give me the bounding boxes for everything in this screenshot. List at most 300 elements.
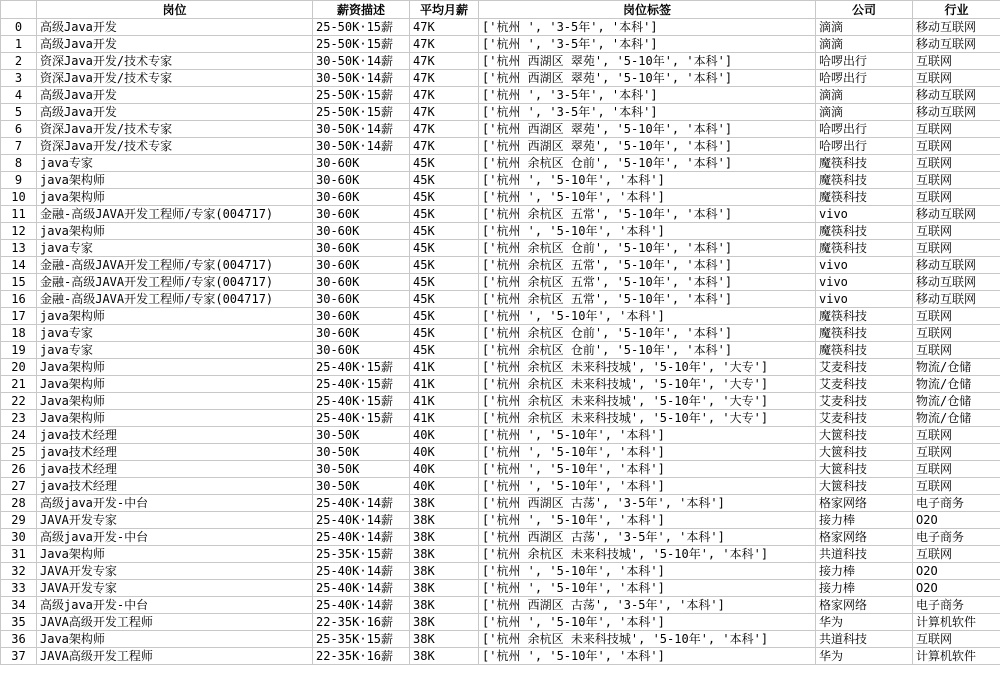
- tags-cell[interactable]: ['杭州 ', '5-10年', '本科']: [479, 189, 816, 206]
- row-index-cell[interactable]: 16: [1, 291, 37, 308]
- industry-cell[interactable]: 移动互联网: [913, 274, 1000, 291]
- row-index-cell[interactable]: 31: [1, 546, 37, 563]
- position-cell[interactable]: 资深Java开发/技术专家: [37, 70, 313, 87]
- salary-desc-cell[interactable]: 25-40K·15薪: [313, 376, 410, 393]
- avg-salary-cell[interactable]: 40K: [410, 427, 479, 444]
- position-cell[interactable]: 高级Java开发: [37, 87, 313, 104]
- salary-desc-cell[interactable]: 30-60K: [313, 206, 410, 223]
- industry-cell[interactable]: 互联网: [913, 121, 1000, 138]
- avg-salary-cell[interactable]: 40K: [410, 478, 479, 495]
- salary-desc-cell[interactable]: 25-50K·15薪: [313, 36, 410, 53]
- table-row[interactable]: [1, 563, 1000, 580]
- row-index-cell[interactable]: 14: [1, 257, 37, 274]
- tags-cell[interactable]: ['杭州 余杭区 未来科技城', '5-10年', '大专']: [479, 410, 816, 427]
- avg-salary-cell[interactable]: 45K: [410, 308, 479, 325]
- row-index-cell[interactable]: 27: [1, 478, 37, 495]
- industry-cell[interactable]: 移动互联网: [913, 257, 1000, 274]
- company-cell[interactable]: vivo: [816, 291, 913, 308]
- company-cell[interactable]: 华为: [816, 648, 913, 665]
- table-row[interactable]: [1, 172, 1000, 189]
- salary-desc-cell[interactable]: 30-50K·14薪: [313, 138, 410, 155]
- company-cell[interactable]: 接力棒: [816, 563, 913, 580]
- industry-cell[interactable]: 互联网: [913, 342, 1000, 359]
- company-cell[interactable]: 魔筷科技: [816, 325, 913, 342]
- row-index-cell[interactable]: 6: [1, 121, 37, 138]
- row-index-cell[interactable]: 37: [1, 648, 37, 665]
- row-index-cell[interactable]: 13: [1, 240, 37, 257]
- industry-cell[interactable]: 移动互联网: [913, 19, 1000, 36]
- salary-desc-cell[interactable]: 30-60K: [313, 257, 410, 274]
- position-cell[interactable]: Java架构师: [37, 376, 313, 393]
- row-index-cell[interactable]: 15: [1, 274, 37, 291]
- avg-salary-cell[interactable]: 45K: [410, 155, 479, 172]
- row-index-cell[interactable]: 2: [1, 53, 37, 70]
- salary-desc-cell[interactable]: 22-35K·16薪: [313, 648, 410, 665]
- salary-desc-cell[interactable]: 30-50K: [313, 478, 410, 495]
- company-cell[interactable]: 接力棒: [816, 580, 913, 597]
- company-cell[interactable]: vivo: [816, 274, 913, 291]
- industry-cell[interactable]: 物流/仓储: [913, 359, 1000, 376]
- salary-desc-cell[interactable]: 30-50K: [313, 461, 410, 478]
- table-row[interactable]: [1, 19, 1000, 36]
- avg-salary-cell[interactable]: 45K: [410, 172, 479, 189]
- industry-cell[interactable]: 移动互联网: [913, 291, 1000, 308]
- salary-desc-cell[interactable]: 25-40K·14薪: [313, 512, 410, 529]
- industry-cell[interactable]: 互联网: [913, 444, 1000, 461]
- company-cell[interactable]: 滴滴: [816, 36, 913, 53]
- salary-desc-cell[interactable]: 30-60K: [313, 342, 410, 359]
- position-cell[interactable]: java架构师: [37, 172, 313, 189]
- industry-cell[interactable]: 互联网: [913, 325, 1000, 342]
- company-cell[interactable]: 共道科技: [816, 546, 913, 563]
- row-index-cell[interactable]: 11: [1, 206, 37, 223]
- industry-cell[interactable]: 互联网: [913, 461, 1000, 478]
- company-cell[interactable]: 艾麦科技: [816, 393, 913, 410]
- position-cell[interactable]: java技术经理: [37, 427, 313, 444]
- table-row[interactable]: [1, 648, 1000, 665]
- position-cell[interactable]: 金融-高级JAVA开发工程师/专家(004717): [37, 274, 313, 291]
- position-cell[interactable]: Java架构师: [37, 631, 313, 648]
- industry-cell[interactable]: 互联网: [913, 223, 1000, 240]
- position-cell[interactable]: 高级Java开发: [37, 19, 313, 36]
- table-row[interactable]: [1, 393, 1000, 410]
- position-cell[interactable]: java架构师: [37, 308, 313, 325]
- avg-salary-cell[interactable]: 38K: [410, 546, 479, 563]
- company-cell[interactable]: 哈啰出行: [816, 53, 913, 70]
- company-cell[interactable]: 格家网络: [816, 529, 913, 546]
- tags-cell[interactable]: ['杭州 余杭区 未来科技城', '5-10年', '大专']: [479, 393, 816, 410]
- position-cell[interactable]: 资深Java开发/技术专家: [37, 53, 313, 70]
- row-index-cell[interactable]: 29: [1, 512, 37, 529]
- table-row[interactable]: [1, 308, 1000, 325]
- row-index-cell[interactable]: 1: [1, 36, 37, 53]
- avg-salary-cell[interactable]: 38K: [410, 495, 479, 512]
- salary-desc-cell[interactable]: 30-60K: [313, 325, 410, 342]
- position-cell[interactable]: 资深Java开发/技术专家: [37, 121, 313, 138]
- avg-salary-cell[interactable]: 45K: [410, 223, 479, 240]
- avg-salary-cell[interactable]: 47K: [410, 53, 479, 70]
- position-cell[interactable]: 金融-高级JAVA开发工程师/专家(004717): [37, 257, 313, 274]
- avg-salary-cell[interactable]: 41K: [410, 376, 479, 393]
- company-cell[interactable]: 大篋科技: [816, 444, 913, 461]
- table-row[interactable]: [1, 631, 1000, 648]
- position-cell[interactable]: java专家: [37, 325, 313, 342]
- company-cell[interactable]: 格家网络: [816, 597, 913, 614]
- row-index-cell[interactable]: 26: [1, 461, 37, 478]
- tags-cell[interactable]: ['杭州 余杭区 仓前', '5-10年', '本科']: [479, 240, 816, 257]
- tags-cell[interactable]: ['杭州 ', '5-10年', '本科']: [479, 223, 816, 240]
- tags-cell[interactable]: ['杭州 ', '3-5年', '本科']: [479, 104, 816, 121]
- position-cell[interactable]: java架构师: [37, 189, 313, 206]
- industry-cell[interactable]: 互联网: [913, 427, 1000, 444]
- company-cell[interactable]: 大篋科技: [816, 427, 913, 444]
- industry-cell[interactable]: 互联网: [913, 631, 1000, 648]
- company-cell[interactable]: 艾麦科技: [816, 376, 913, 393]
- tags-cell[interactable]: ['杭州 余杭区 未来科技城', '5-10年', '本科']: [479, 631, 816, 648]
- avg-salary-cell[interactable]: 47K: [410, 138, 479, 155]
- position-cell[interactable]: java专家: [37, 155, 313, 172]
- tags-cell[interactable]: ['杭州 余杭区 五常', '5-10年', '本科']: [479, 257, 816, 274]
- row-index-cell[interactable]: 24: [1, 427, 37, 444]
- tags-cell[interactable]: ['杭州 西湖区 翠苑', '5-10年', '本科']: [479, 121, 816, 138]
- salary-desc-cell[interactable]: 30-50K·14薪: [313, 121, 410, 138]
- row-index-cell[interactable]: 33: [1, 580, 37, 597]
- tags-cell[interactable]: ['杭州 ', '5-10年', '本科']: [479, 648, 816, 665]
- position-cell[interactable]: 高级java开发-中台: [37, 495, 313, 512]
- table-row[interactable]: [1, 87, 1000, 104]
- table-row[interactable]: [1, 580, 1000, 597]
- industry-cell[interactable]: 互联网: [913, 70, 1000, 87]
- position-cell[interactable]: java架构师: [37, 223, 313, 240]
- salary-desc-cell[interactable]: 22-35K·16薪: [313, 614, 410, 631]
- industry-cell[interactable]: 互联网: [913, 189, 1000, 206]
- salary-desc-cell[interactable]: 25-40K·14薪: [313, 597, 410, 614]
- row-index-cell[interactable]: 32: [1, 563, 37, 580]
- company-cell[interactable]: 接力棒: [816, 512, 913, 529]
- industry-cell[interactable]: 计算机软件: [913, 648, 1000, 665]
- tags-cell[interactable]: ['杭州 西湖区 翠苑', '5-10年', '本科']: [479, 53, 816, 70]
- salary-desc-cell[interactable]: 25-35K·15薪: [313, 631, 410, 648]
- tags-cell[interactable]: ['杭州 ', '5-10年', '本科']: [479, 580, 816, 597]
- row-index-cell[interactable]: 28: [1, 495, 37, 512]
- position-cell[interactable]: Java架构师: [37, 410, 313, 427]
- row-index-cell[interactable]: 5: [1, 104, 37, 121]
- tags-cell[interactable]: ['杭州 ', '5-10年', '本科']: [479, 308, 816, 325]
- industry-cell[interactable]: 物流/仓储: [913, 393, 1000, 410]
- company-cell[interactable]: 滴滴: [816, 87, 913, 104]
- row-index-cell[interactable]: 25: [1, 444, 37, 461]
- row-index-cell[interactable]: 18: [1, 325, 37, 342]
- industry-cell[interactable]: 电子商务: [913, 529, 1000, 546]
- industry-cell[interactable]: 物流/仓储: [913, 376, 1000, 393]
- header-cell-industry[interactable]: 行业: [913, 1, 1000, 19]
- table-row[interactable]: [1, 189, 1000, 206]
- row-index-cell[interactable]: 30: [1, 529, 37, 546]
- company-cell[interactable]: 哈啰出行: [816, 70, 913, 87]
- table-row[interactable]: [1, 478, 1000, 495]
- salary-desc-cell[interactable]: 25-40K·15薪: [313, 410, 410, 427]
- avg-salary-cell[interactable]: 45K: [410, 342, 479, 359]
- table-row[interactable]: [1, 53, 1000, 70]
- salary-desc-cell[interactable]: 25-40K·14薪: [313, 580, 410, 597]
- industry-cell[interactable]: 移动互联网: [913, 87, 1000, 104]
- header-cell-index[interactable]: [1, 1, 37, 19]
- salary-desc-cell[interactable]: 25-50K·15薪: [313, 104, 410, 121]
- table-row[interactable]: [1, 70, 1000, 87]
- tags-cell[interactable]: ['杭州 余杭区 未来科技城', '5-10年', '本科']: [479, 546, 816, 563]
- tags-cell[interactable]: ['杭州 西湖区 古荡', '3-5年', '本科']: [479, 495, 816, 512]
- position-cell[interactable]: JAVA开发专家: [37, 580, 313, 597]
- salary-desc-cell[interactable]: 30-50K: [313, 444, 410, 461]
- avg-salary-cell[interactable]: 38K: [410, 631, 479, 648]
- avg-salary-cell[interactable]: 47K: [410, 36, 479, 53]
- tags-cell[interactable]: ['杭州 余杭区 五常', '5-10年', '本科']: [479, 274, 816, 291]
- salary-desc-cell[interactable]: 25-50K·15薪: [313, 19, 410, 36]
- salary-desc-cell[interactable]: 25-50K·15薪: [313, 87, 410, 104]
- tags-cell[interactable]: ['杭州 西湖区 翠苑', '5-10年', '本科']: [479, 138, 816, 155]
- company-cell[interactable]: 大篋科技: [816, 461, 913, 478]
- position-cell[interactable]: JAVA高级开发工程师: [37, 614, 313, 631]
- row-index-cell[interactable]: 9: [1, 172, 37, 189]
- avg-salary-cell[interactable]: 45K: [410, 274, 479, 291]
- position-cell[interactable]: java专家: [37, 342, 313, 359]
- table-row[interactable]: [1, 206, 1000, 223]
- tags-cell[interactable]: ['杭州 ', '5-10年', '本科']: [479, 172, 816, 189]
- table-row[interactable]: [1, 444, 1000, 461]
- company-cell[interactable]: 魔筷科技: [816, 308, 913, 325]
- position-cell[interactable]: 金融-高级JAVA开发工程师/专家(004717): [37, 291, 313, 308]
- avg-salary-cell[interactable]: 38K: [410, 580, 479, 597]
- tags-cell[interactable]: ['杭州 余杭区 仓前', '5-10年', '本科']: [479, 155, 816, 172]
- avg-salary-cell[interactable]: 45K: [410, 291, 479, 308]
- position-cell[interactable]: JAVA开发专家: [37, 563, 313, 580]
- industry-cell[interactable]: O2O: [913, 563, 1000, 580]
- salary-desc-cell[interactable]: 25-40K·14薪: [313, 563, 410, 580]
- row-index-cell[interactable]: 8: [1, 155, 37, 172]
- avg-salary-cell[interactable]: 45K: [410, 257, 479, 274]
- tags-cell[interactable]: ['杭州 余杭区 五常', '5-10年', '本科']: [479, 206, 816, 223]
- company-cell[interactable]: 魔筷科技: [816, 223, 913, 240]
- salary-desc-cell[interactable]: 25-40K·15薪: [313, 359, 410, 376]
- position-cell[interactable]: java专家: [37, 240, 313, 257]
- industry-cell[interactable]: 互联网: [913, 240, 1000, 257]
- position-cell[interactable]: Java架构师: [37, 393, 313, 410]
- position-cell[interactable]: Java架构师: [37, 359, 313, 376]
- avg-salary-cell[interactable]: 47K: [410, 19, 479, 36]
- position-cell[interactable]: 资深Java开发/技术专家: [37, 138, 313, 155]
- position-cell[interactable]: JAVA高级开发工程师: [37, 648, 313, 665]
- position-cell[interactable]: java技术经理: [37, 478, 313, 495]
- tags-cell[interactable]: ['杭州 ', '5-10年', '本科']: [479, 427, 816, 444]
- salary-desc-cell[interactable]: 30-60K: [313, 291, 410, 308]
- industry-cell[interactable]: 电子商务: [913, 597, 1000, 614]
- company-cell[interactable]: 魔筷科技: [816, 342, 913, 359]
- salary-desc-cell[interactable]: 25-40K·14薪: [313, 495, 410, 512]
- position-cell[interactable]: 高级java开发-中台: [37, 597, 313, 614]
- industry-cell[interactable]: 物流/仓储: [913, 410, 1000, 427]
- header-cell-salary-desc[interactable]: 薪资描述: [313, 1, 410, 19]
- tags-cell[interactable]: ['杭州 余杭区 五常', '5-10年', '本科']: [479, 291, 816, 308]
- table-row[interactable]: [1, 359, 1000, 376]
- avg-salary-cell[interactable]: 41K: [410, 410, 479, 427]
- position-cell[interactable]: Java架构师: [37, 546, 313, 563]
- row-index-cell[interactable]: 7: [1, 138, 37, 155]
- avg-salary-cell[interactable]: 45K: [410, 325, 479, 342]
- header-cell-avg-salary[interactable]: 平均月薪: [410, 1, 479, 19]
- avg-salary-cell[interactable]: 47K: [410, 87, 479, 104]
- avg-salary-cell[interactable]: 38K: [410, 614, 479, 631]
- avg-salary-cell[interactable]: 47K: [410, 121, 479, 138]
- position-cell[interactable]: JAVA开发专家: [37, 512, 313, 529]
- tags-cell[interactable]: ['杭州 西湖区 古荡', '3-5年', '本科']: [479, 529, 816, 546]
- avg-salary-cell[interactable]: 40K: [410, 461, 479, 478]
- row-index-cell[interactable]: 19: [1, 342, 37, 359]
- avg-salary-cell[interactable]: 38K: [410, 529, 479, 546]
- tags-cell[interactable]: ['杭州 ', '3-5年', '本科']: [479, 36, 816, 53]
- industry-cell[interactable]: 移动互联网: [913, 36, 1000, 53]
- table-row[interactable]: [1, 104, 1000, 121]
- row-index-cell[interactable]: 21: [1, 376, 37, 393]
- table-row[interactable]: [1, 546, 1000, 563]
- row-index-cell[interactable]: 34: [1, 597, 37, 614]
- industry-cell[interactable]: 互联网: [913, 478, 1000, 495]
- salary-desc-cell[interactable]: 30-60K: [313, 189, 410, 206]
- table-row[interactable]: [1, 155, 1000, 172]
- table-row[interactable]: [1, 461, 1000, 478]
- table-row[interactable]: [1, 614, 1000, 631]
- salary-desc-cell[interactable]: 30-60K: [313, 172, 410, 189]
- industry-cell[interactable]: 电子商务: [913, 495, 1000, 512]
- company-cell[interactable]: 哈啰出行: [816, 138, 913, 155]
- industry-cell[interactable]: O2O: [913, 580, 1000, 597]
- table-row[interactable]: [1, 529, 1000, 546]
- industry-cell[interactable]: 互联网: [913, 172, 1000, 189]
- industry-cell[interactable]: 互联网: [913, 155, 1000, 172]
- table-row[interactable]: [1, 427, 1000, 444]
- salary-desc-cell[interactable]: 30-50K: [313, 427, 410, 444]
- header-cell-position[interactable]: 岗位: [37, 1, 313, 19]
- row-index-cell[interactable]: 12: [1, 223, 37, 240]
- avg-salary-cell[interactable]: 40K: [410, 444, 479, 461]
- table-row[interactable]: [1, 410, 1000, 427]
- table-row[interactable]: [1, 121, 1000, 138]
- salary-desc-cell[interactable]: 25-40K·14薪: [313, 529, 410, 546]
- row-index-cell[interactable]: 23: [1, 410, 37, 427]
- industry-cell[interactable]: O2O: [913, 512, 1000, 529]
- row-index-cell[interactable]: 22: [1, 393, 37, 410]
- salary-desc-cell[interactable]: 25-35K·15薪: [313, 546, 410, 563]
- avg-salary-cell[interactable]: 41K: [410, 359, 479, 376]
- tags-cell[interactable]: ['杭州 ', '3-5年', '本科']: [479, 87, 816, 104]
- company-cell[interactable]: 魔筷科技: [816, 155, 913, 172]
- tags-cell[interactable]: ['杭州 ', '5-10年', '本科']: [479, 461, 816, 478]
- industry-cell[interactable]: 互联网: [913, 308, 1000, 325]
- table-row[interactable]: [1, 36, 1000, 53]
- position-cell[interactable]: 金融-高级JAVA开发工程师/专家(004717): [37, 206, 313, 223]
- row-index-cell[interactable]: 3: [1, 70, 37, 87]
- company-cell[interactable]: 滴滴: [816, 104, 913, 121]
- tags-cell[interactable]: ['杭州 ', '5-10年', '本科']: [479, 563, 816, 580]
- company-cell[interactable]: 共道科技: [816, 631, 913, 648]
- company-cell[interactable]: vivo: [816, 206, 913, 223]
- tags-cell[interactable]: ['杭州 余杭区 仓前', '5-10年', '本科']: [479, 325, 816, 342]
- tags-cell[interactable]: ['杭州 余杭区 未来科技城', '5-10年', '大专']: [479, 359, 816, 376]
- salary-desc-cell[interactable]: 30-60K: [313, 223, 410, 240]
- salary-desc-cell[interactable]: 30-60K: [313, 274, 410, 291]
- company-cell[interactable]: 魔筷科技: [816, 240, 913, 257]
- row-index-cell[interactable]: 17: [1, 308, 37, 325]
- avg-salary-cell[interactable]: 45K: [410, 240, 479, 257]
- industry-cell[interactable]: 计算机软件: [913, 614, 1000, 631]
- salary-desc-cell[interactable]: 30-60K: [313, 308, 410, 325]
- industry-cell[interactable]: 移动互联网: [913, 206, 1000, 223]
- company-cell[interactable]: 艾麦科技: [816, 359, 913, 376]
- avg-salary-cell[interactable]: 47K: [410, 104, 479, 121]
- table-row[interactable]: [1, 274, 1000, 291]
- industry-cell[interactable]: 移动互联网: [913, 104, 1000, 121]
- position-cell[interactable]: 高级Java开发: [37, 104, 313, 121]
- avg-salary-cell[interactable]: 38K: [410, 597, 479, 614]
- avg-salary-cell[interactable]: 38K: [410, 563, 479, 580]
- position-cell[interactable]: java技术经理: [37, 461, 313, 478]
- tags-cell[interactable]: ['杭州 ', '5-10年', '本科']: [479, 512, 816, 529]
- header-cell-tags[interactable]: 岗位标签: [479, 1, 816, 19]
- salary-desc-cell[interactable]: 30-60K: [313, 240, 410, 257]
- table-row[interactable]: [1, 376, 1000, 393]
- position-cell[interactable]: 高级Java开发: [37, 36, 313, 53]
- position-cell[interactable]: 高级java开发-中台: [37, 529, 313, 546]
- industry-cell[interactable]: 互联网: [913, 546, 1000, 563]
- company-cell[interactable]: 艾麦科技: [816, 410, 913, 427]
- table-row[interactable]: [1, 597, 1000, 614]
- salary-desc-cell[interactable]: 30-50K·14薪: [313, 53, 410, 70]
- salary-desc-cell[interactable]: 30-50K·14薪: [313, 70, 410, 87]
- company-cell[interactable]: vivo: [816, 257, 913, 274]
- row-index-cell[interactable]: 10: [1, 189, 37, 206]
- row-index-cell[interactable]: 20: [1, 359, 37, 376]
- avg-salary-cell[interactable]: 45K: [410, 206, 479, 223]
- company-cell[interactable]: 哈啰出行: [816, 121, 913, 138]
- position-cell[interactable]: java技术经理: [37, 444, 313, 461]
- table-row[interactable]: [1, 512, 1000, 529]
- tags-cell[interactable]: ['杭州 余杭区 未来科技城', '5-10年', '大专']: [479, 376, 816, 393]
- company-cell[interactable]: 魔筷科技: [816, 172, 913, 189]
- tags-cell[interactable]: ['杭州 ', '5-10年', '本科']: [479, 444, 816, 461]
- salary-desc-cell[interactable]: 30-60K: [313, 155, 410, 172]
- row-index-cell[interactable]: 0: [1, 19, 37, 36]
- table-row[interactable]: [1, 495, 1000, 512]
- row-index-cell[interactable]: 35: [1, 614, 37, 631]
- row-index-cell[interactable]: 36: [1, 631, 37, 648]
- company-cell[interactable]: 大篋科技: [816, 478, 913, 495]
- table-row[interactable]: [1, 223, 1000, 240]
- tags-cell[interactable]: ['杭州 西湖区 翠苑', '5-10年', '本科']: [479, 70, 816, 87]
- industry-cell[interactable]: 互联网: [913, 138, 1000, 155]
- table-row[interactable]: [1, 240, 1000, 257]
- table-row[interactable]: [1, 325, 1000, 342]
- avg-salary-cell[interactable]: 41K: [410, 393, 479, 410]
- industry-cell[interactable]: 互联网: [913, 53, 1000, 70]
- tags-cell[interactable]: ['杭州 ', '3-5年', '本科']: [479, 19, 816, 36]
- company-cell[interactable]: 华为: [816, 614, 913, 631]
- tags-cell[interactable]: ['杭州 ', '5-10年', '本科']: [479, 614, 816, 631]
- table-row[interactable]: [1, 257, 1000, 274]
- avg-salary-cell[interactable]: 38K: [410, 512, 479, 529]
- tags-cell[interactable]: ['杭州 余杭区 仓前', '5-10年', '本科']: [479, 342, 816, 359]
- tags-cell[interactable]: ['杭州 ', '5-10年', '本科']: [479, 478, 816, 495]
- tags-cell[interactable]: ['杭州 西湖区 古荡', '3-5年', '本科']: [479, 597, 816, 614]
- table-row[interactable]: [1, 291, 1000, 308]
